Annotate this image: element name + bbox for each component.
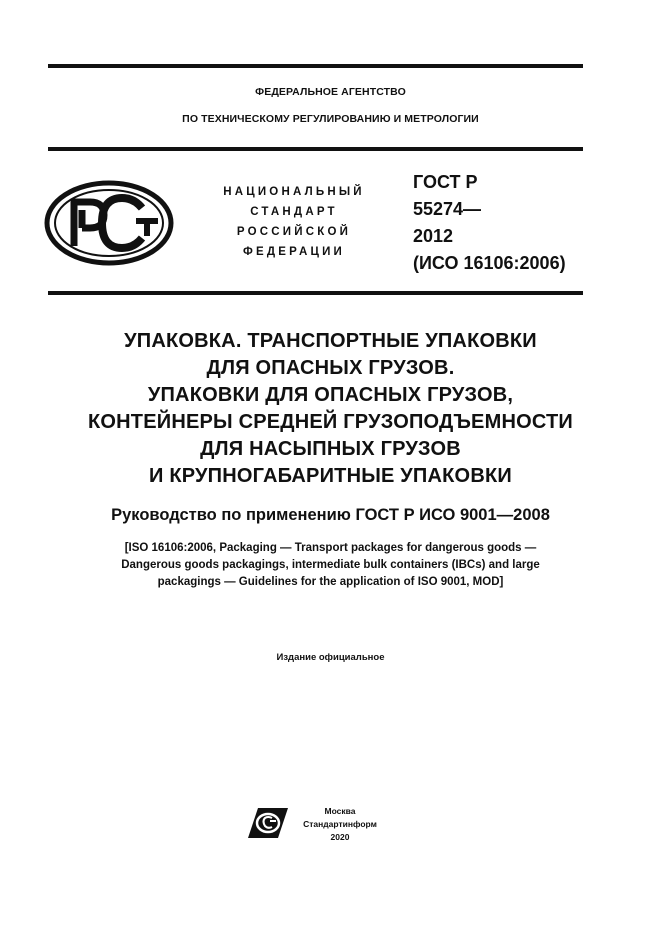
title-line-2: ДЛЯ ОПАСНЫХ ГРУЗОВ.	[206, 357, 455, 379]
document-subtitle: Руководство по применению ГОСТ Р ИСО 9001—2008	[111, 506, 550, 524]
edition-label: Издание официальное	[276, 652, 385, 663]
english-title	[0, 540, 661, 591]
english-title-line-2: Dangerous goods packagings, intermediate bulk containers (IBCs) and large	[121, 559, 540, 571]
publisher-logo	[248, 808, 288, 838]
agency-line-1: ФЕДЕРАЛЬНОЕ АГЕНТСТВО	[255, 86, 406, 98]
designation-line-2: 55274—	[413, 199, 482, 219]
header-rule	[48, 147, 583, 151]
publisher-name: Стандартинформ	[303, 819, 377, 829]
document-title	[0, 328, 661, 490]
title-line-1: УПАКОВКА. ТРАНСПОРТНЫЕ УПАКОВКИ	[124, 330, 537, 352]
title-line-6: И КРУПНОГАБАРИТНЫЕ УПАКОВКИ	[149, 465, 512, 487]
designation-line-3: 2012	[413, 226, 454, 246]
designation-line-1: ГОСТ Р	[413, 172, 478, 192]
standard-type-line-3: РОССИЙСКОЙ	[236, 226, 352, 238]
top-rule	[48, 64, 583, 68]
english-title-line-1: [ISO 16106:2006, Packaging — Transport packages for dangerous goods —	[124, 542, 537, 554]
title-rule	[48, 291, 583, 295]
standard-type-line-4: ФЕДЕРАЦИИ	[242, 246, 346, 258]
agency-line-2: ПО ТЕХНИЧЕСКОМУ РЕГУЛИРОВАНИЮ И МЕТРОЛОГИИ	[182, 113, 479, 125]
publisher-imprint	[298, 805, 382, 844]
title-line-3: УПАКОВКИ ДЛЯ ОПАСНЫХ ГРУЗОВ,	[147, 384, 514, 406]
standard-type-line-1: НАЦИОНАЛЬНЫЙ	[223, 186, 365, 198]
publisher-year: 2020	[330, 832, 350, 842]
standard-designation	[413, 169, 566, 277]
title-line-5: ДЛЯ НАСЫПНЫХ ГРУЗОВ	[200, 438, 461, 460]
standard-type-line-2: СТАНДАРТ	[250, 206, 338, 218]
standard-type	[206, 182, 382, 262]
title-line-4: КОНТЕЙНЕРЫ СРЕДНЕЙ ГРУЗОПОДЪЕМНОСТИ	[87, 411, 573, 433]
gost-r-certification-logo	[44, 180, 174, 266]
designation-line-4: (ИСО 16106:2006)	[413, 253, 566, 273]
english-title-line-3: packagings — Guidelines for the application of ISO 9001, MOD]	[157, 576, 504, 588]
publisher-city: Москва	[324, 806, 356, 816]
